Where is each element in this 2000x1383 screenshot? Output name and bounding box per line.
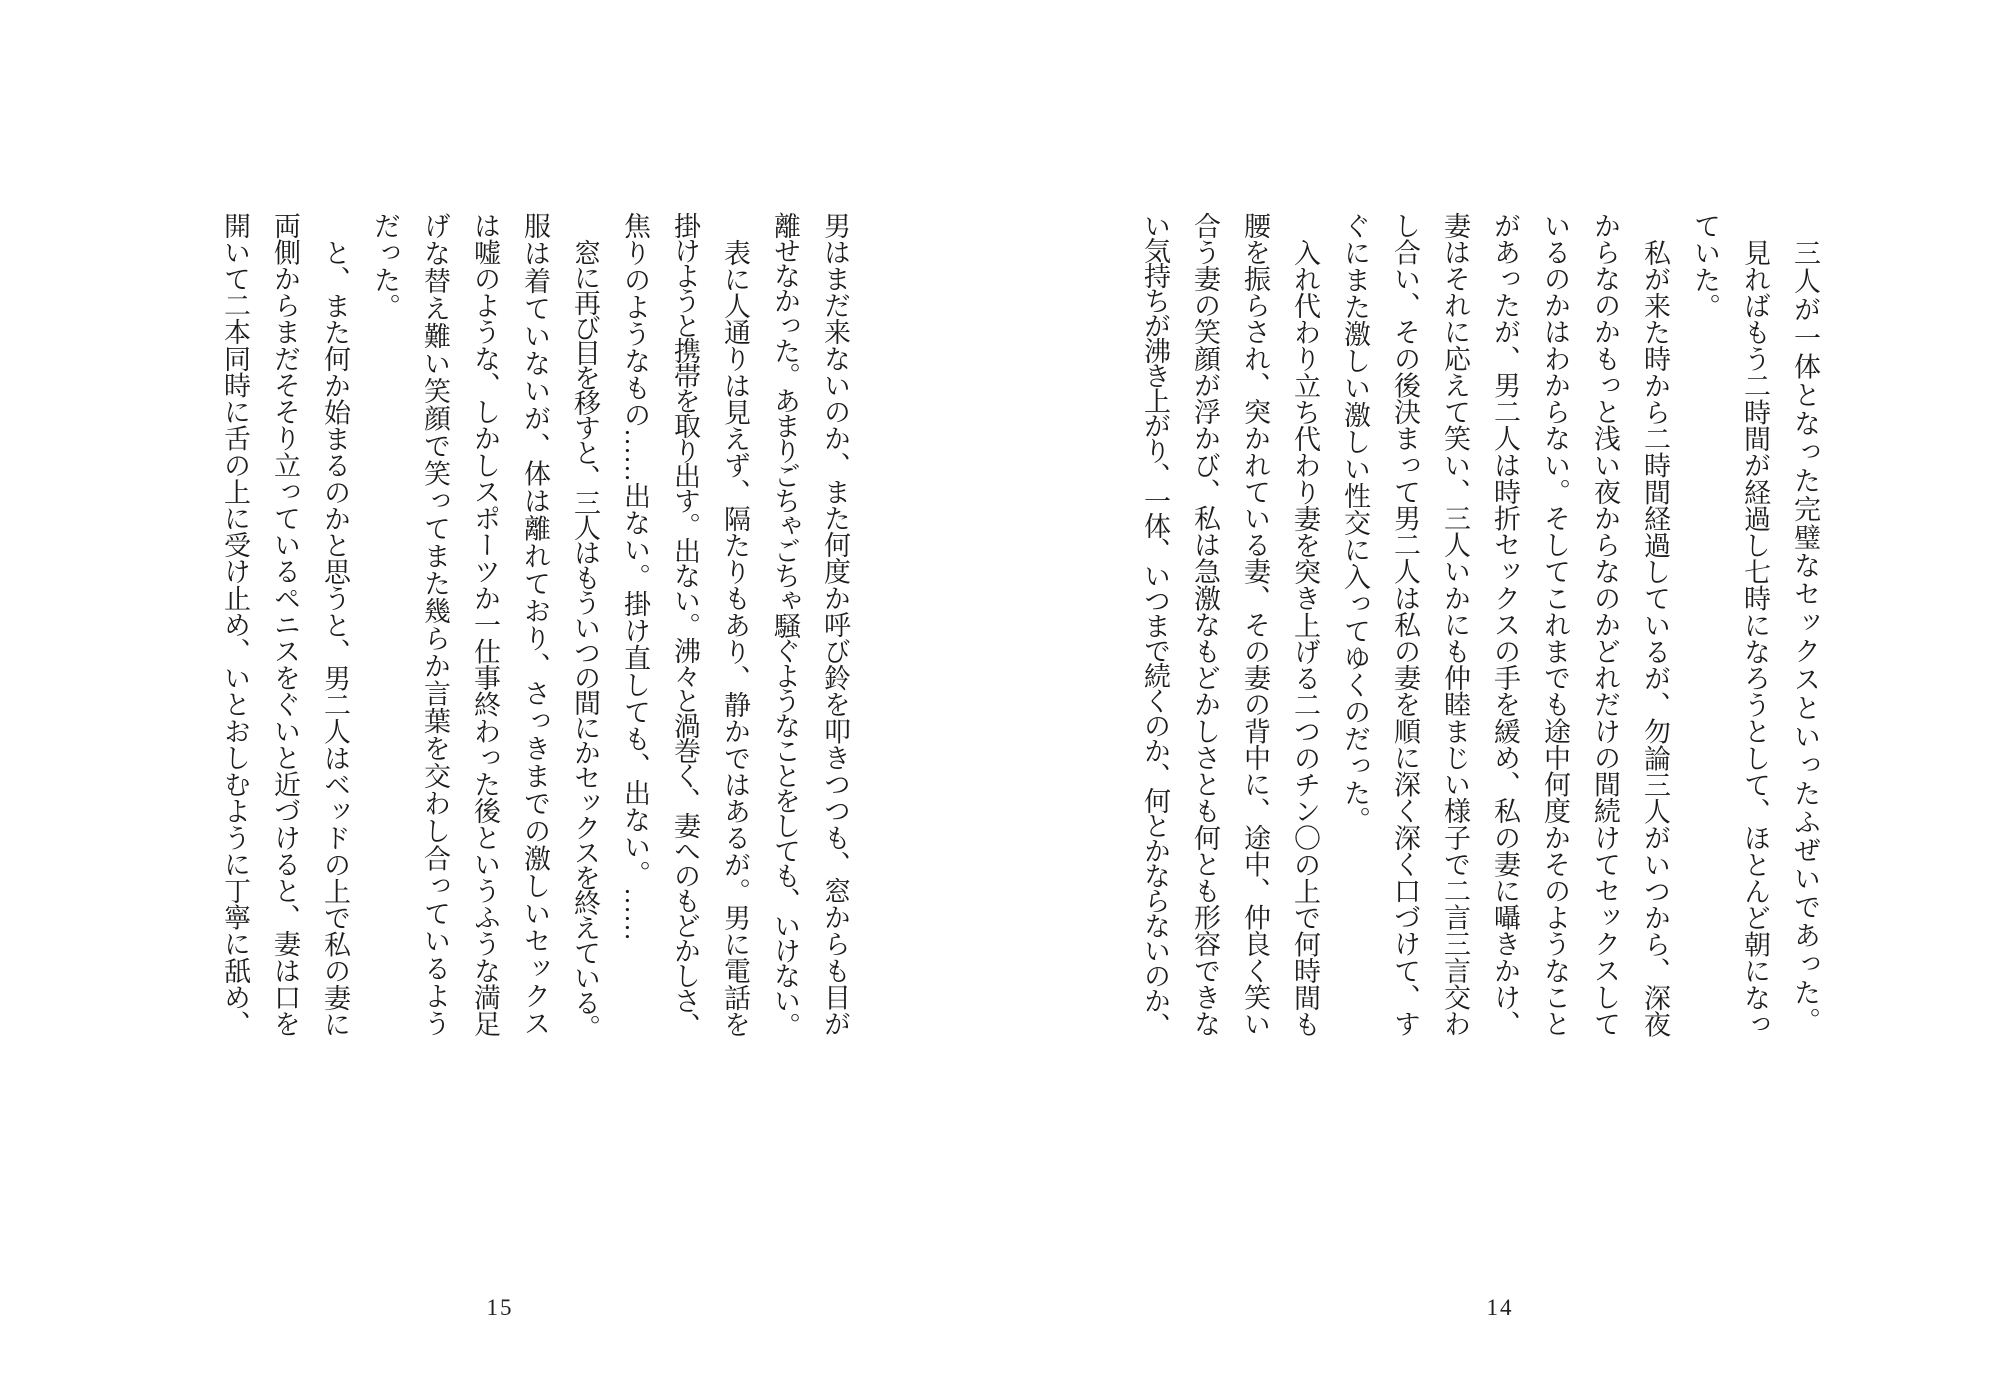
text-column: 見ればもう二時間が経過し七時になろうとして、ほとんど朝になっ — [1740, 239, 1770, 1038]
text-column: 三人が一体となった完璧なセックスといったふぜいであった。 — [1790, 239, 1820, 1036]
text-column: いるのかはわからない。そしてこれまでも途中何度かそのようなこと — [1540, 212, 1570, 1037]
text-column: は嘘のような、しかしスポーツか一仕事終わった後というふうな満足 — [470, 212, 500, 1037]
text-column: 男はまだ来ないのか、また何度か呼び鈴を叩きつつも、窓からも目が — [820, 212, 850, 1037]
text-block — [1130, 212, 1830, 1037]
text-column: 窓に再び目を移すと、三人はもういつの間にかセックスを終えている。 — [570, 239, 600, 1039]
text-column: ていた。 — [1690, 212, 1720, 320]
text-column: 掛けようと携帯を取り出す。出ない。沸々と渦巻く、妻へのもどかしさ、 — [670, 212, 700, 1037]
text-column: 入れ代わり立ち代わり妻を突き上げる二つのチン〇の上で何時間も — [1290, 239, 1320, 1038]
text-column: だった。 — [370, 212, 400, 320]
text-column: 両側からまだそそり立っているペニスをぐいと近づけると、妻は口を — [270, 212, 300, 1037]
text-column: ぐにまた激しい激しい性交に入ってゆくのだった。 — [1340, 212, 1370, 833]
text-column: 私が来た時から二時間経過しているが、勿論三人がいつから、深夜 — [1640, 239, 1670, 1038]
text-column: 妻はそれに応えて笑い、三人いかにも仲睦まじい様子で二言三言交わ — [1440, 212, 1470, 1037]
text-column: があったが、男二人は時折セックスの手を緩め、私の妻に囁きかけ、 — [1490, 212, 1520, 1037]
text-column: 服は着ていないが、体は離れており、さっきまでの激しいセックス — [520, 212, 550, 1037]
text-column: 腰を振らされ、突かれている妻、その妻の背中に、途中、仲良く笑い — [1240, 212, 1270, 1037]
text-column: と、また何か始まるのかと思うと、男二人はベッドの上で私の妻に — [320, 239, 350, 1038]
text-column: 焦りのようなもの……出ない。掛け直しても、出ない。…… — [620, 212, 650, 941]
text-column: 合う妻の笑顔が浮かび、私は急激なもどかしさとも何とも形容できな — [1190, 212, 1220, 1037]
page-number: 15 — [486, 1295, 514, 1320]
text-column: からなのかもっと浅い夜からなのかどれだけの間続けてセックスして — [1590, 212, 1620, 1037]
page-number: 14 — [1486, 1295, 1514, 1320]
text-column: 表に人通りは見えず、隔たりもあり、静かではあるが。男に電話を — [720, 239, 750, 1038]
page-right — [930, 0, 2000, 1383]
text-column: 離せなかった。あまりごちゃごちゃ騒ぐようなことをしても、いけない。 — [770, 212, 800, 1037]
text-column: し合い、その後決まって男二人は私の妻を順に深く深く口づけて、す — [1390, 212, 1420, 1037]
text-column: い気持ちが沸き上がり、一体、いつまで続くのか、何とかならないのか、 — [1140, 212, 1170, 1037]
text-column: げな替え難い笑顔で笑ってまた幾らか言葉を交わし合っているよう — [420, 212, 450, 1037]
text-block — [210, 212, 860, 1037]
text-column: 開いて二本同時に舌の上に受け止め、いとおしむように丁寧に舐め、 — [220, 212, 250, 1037]
page-left — [0, 0, 930, 1383]
